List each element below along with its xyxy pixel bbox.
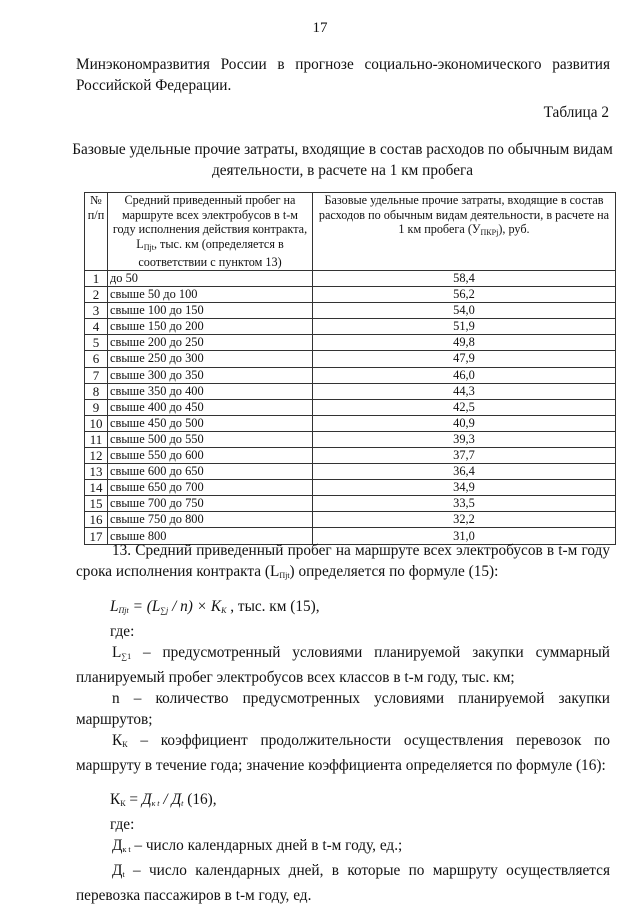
def-dkt-text: – число календарных дней в t-м году, ед.; [130, 837, 403, 854]
header-mileage-text-end: , тыс. км (определяется в соответствии с пунктом 13) [138, 236, 284, 270]
formula-15-eq: = (L [128, 598, 161, 615]
page-number: 17 [312, 20, 328, 36]
row-cost-value: 34,9 [313, 480, 616, 496]
table-row [85, 464, 616, 480]
row-number: 13 [85, 464, 108, 480]
header-cost-text: Базовые удельные прочие затраты, входящие в состав расходов по обычным видам деятельности, в расчете на 1 км пробега (У [318, 193, 610, 237]
row-number: 15 [85, 496, 108, 512]
table-row [85, 496, 616, 512]
row-number: 1 [85, 270, 108, 286]
row-number: 11 [85, 431, 108, 447]
formula-16-d2: Д [171, 791, 182, 808]
row-cost-value: 49,8 [313, 335, 616, 351]
table-row [85, 431, 616, 447]
definition-l-sum [76, 642, 610, 688]
row-number: 4 [85, 319, 108, 335]
row-number: 17 [85, 528, 108, 544]
def-dt-text: – число календарных дней, в которые по маршруту осуществляется перевозка пассажиров в t-м году, ед. [76, 862, 610, 904]
row-mileage-range: свыше 600 до 650 [108, 464, 313, 480]
table-row [85, 303, 616, 319]
table-row [85, 448, 616, 464]
row-number: 5 [85, 335, 108, 351]
formula-16 [76, 789, 610, 814]
row-mileage-range: свыше 50 до 100 [108, 287, 313, 303]
table-row [85, 287, 616, 303]
formula-16-eq: = [125, 791, 142, 808]
header-cost-text-end: ), руб. [498, 222, 530, 237]
row-mileage-range: свыше 800 [108, 528, 313, 544]
row-mileage-range: свыше 400 до 450 [108, 399, 313, 415]
row-mileage-range: свыше 300 до 350 [108, 367, 313, 383]
row-cost-value: 37,7 [313, 448, 616, 464]
row-mileage-range: свыше 350 до 400 [108, 383, 313, 399]
formula-16-tail: (16), [183, 791, 217, 808]
row-number: 6 [85, 351, 108, 367]
row-number: 16 [85, 512, 108, 528]
formula-15-k-sub: K [221, 606, 227, 615]
row-number: 9 [85, 399, 108, 415]
row-mileage-range: свыше 750 до 800 [108, 512, 313, 528]
table-row [85, 415, 616, 431]
row-cost-value: 54,0 [313, 303, 616, 319]
row-cost-value: 39,3 [313, 431, 616, 447]
header-number-line-1: № [90, 193, 102, 207]
table-row [85, 335, 616, 351]
def-kk-symbol: К [112, 732, 123, 749]
def-l-sum-text: – предусмотренный условиями планируемой закупки суммарный планируемый пробег электробусов всех классов в t-м году, тыс. км; [76, 644, 610, 686]
table-title-line-1: Базовые удельные прочие затраты, входящие в состав расходов по обычным видам [72, 141, 613, 158]
formula-15-lhs-sub: Пjt [118, 606, 129, 615]
table-row [85, 351, 616, 367]
row-number: 14 [85, 480, 108, 496]
table-header-row [85, 193, 616, 271]
formula-16-div: / [159, 791, 172, 808]
row-mileage-range: свыше 550 до 600 [108, 448, 313, 464]
formula-16-d1-sub: к t [151, 799, 160, 808]
table-row [85, 512, 616, 528]
formula-15-lhs: L [110, 598, 119, 615]
formula-15-mid: / n) × K [168, 598, 222, 615]
formula-16-lhs: К [110, 791, 121, 808]
row-cost-value: 47,9 [313, 351, 616, 367]
table-label: Таблица 2 [543, 104, 609, 121]
row-cost-value: 33,5 [313, 496, 616, 512]
row-cost-value: 58,4 [313, 270, 616, 286]
table-row [85, 319, 616, 335]
row-mileage-range: свыше 200 до 250 [108, 335, 313, 351]
header-cost-sub: ПКРj [480, 228, 499, 238]
row-mileage-range: свыше 150 до 200 [108, 319, 313, 335]
formula-16-d1: Д [141, 791, 152, 808]
def-l-sum-symbol: L [112, 644, 122, 661]
table-title [70, 139, 615, 181]
row-number: 12 [85, 448, 108, 464]
header-cost [313, 193, 616, 271]
row-cost-value: 40,9 [313, 415, 616, 431]
intro-paragraph [76, 54, 610, 96]
definition-kk [76, 730, 610, 776]
row-cost-value: 36,4 [313, 464, 616, 480]
row-cost-value: 46,0 [313, 367, 616, 383]
section-13-paragraph [76, 540, 610, 586]
row-cost-value: 51,9 [313, 319, 616, 335]
definition-dt [76, 860, 610, 906]
table-row [85, 480, 616, 496]
table-row [85, 270, 616, 286]
row-mileage-range: свыше 250 до 300 [108, 351, 313, 367]
row-mileage-range: свыше 500 до 550 [108, 431, 313, 447]
header-mileage [108, 193, 313, 271]
header-number-line-2: п/п [87, 207, 105, 222]
cost-table [84, 192, 616, 545]
definition-dkt [76, 835, 610, 860]
row-cost-value: 31,0 [313, 528, 616, 544]
section-13-text: 13. Средний приведенный пробег на маршруте всех электробусов в t-м году срока исполнения контракта (L [76, 542, 610, 580]
section-13-sub: Пjt [279, 571, 290, 580]
intro-line-2: Российской Федерации. [76, 77, 232, 94]
where-label-2: где: [110, 816, 135, 833]
header-mileage-text: Средний приведенный пробег на маршруте всех электробусов в t-м году исполнения действия контракта, L [112, 193, 308, 251]
def-kk-sub: К [122, 740, 128, 749]
definition-n: n – количество предусмотренных условиями планируемой закупки маршрутов; [76, 690, 610, 728]
table-body [85, 270, 616, 544]
row-cost-value: 56,2 [313, 287, 616, 303]
row-number: 3 [85, 303, 108, 319]
section-13 [76, 540, 610, 906]
where-label-1: где: [110, 623, 135, 640]
row-mileage-range: свыше 450 до 500 [108, 415, 313, 431]
row-cost-value: 44,3 [313, 383, 616, 399]
row-number: 8 [85, 383, 108, 399]
row-cost-value: 42,5 [313, 399, 616, 415]
def-dkt-sub: к t [122, 845, 131, 854]
table-row [85, 399, 616, 415]
intro-line-1: Минэкономразвития России в прогнозе социально-экономического развития [76, 56, 610, 73]
table-row [85, 383, 616, 399]
formula-15-sum-sub: ∑j [160, 606, 169, 615]
row-mileage-range: до 50 [108, 270, 313, 286]
header-number [85, 193, 108, 271]
table-title-line-2: деятельности, в расчете на 1 км пробега [211, 162, 474, 179]
def-dt-sub: t [122, 870, 125, 879]
row-mileage-range: свыше 100 до 150 [108, 303, 313, 319]
def-l-sum-sub: ∑1 [121, 652, 132, 661]
row-cost-value: 32,2 [313, 512, 616, 528]
row-mileage-range: свыше 650 до 700 [108, 480, 313, 496]
def-dkt-symbol: Д [112, 837, 123, 854]
formula-15-tail: , тыс. км (15), [226, 598, 320, 615]
row-number: 10 [85, 415, 108, 431]
header-mileage-sub: Пjt [143, 242, 154, 252]
formula-16-d2-sub: t [181, 799, 184, 808]
row-number: 2 [85, 287, 108, 303]
formula-15 [76, 596, 610, 621]
def-kk-text: – коэффициент продолжительности осуществления перевозок по маршруту в течение года; значение коэффициента определяется по формуле (16): [76, 732, 610, 774]
row-number: 7 [85, 367, 108, 383]
row-mileage-range: свыше 700 до 750 [108, 496, 313, 512]
def-dt-symbol: Д [112, 862, 123, 879]
formula-16-lhs-sub: К [120, 799, 126, 808]
table-row [85, 367, 616, 383]
section-13-text-end: ) определяется по формуле (15): [289, 563, 499, 580]
